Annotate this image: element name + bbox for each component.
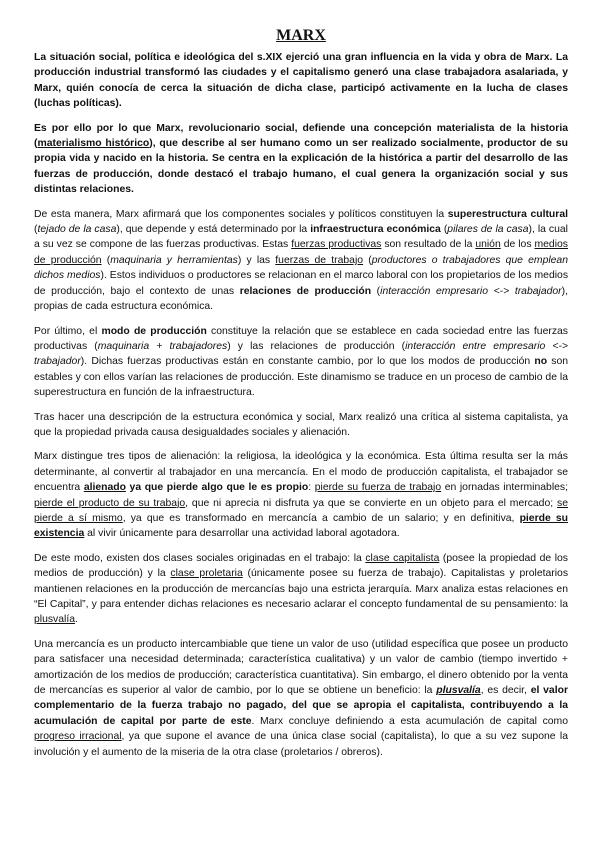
term-fuerzas-productivas: fuerzas productivas: [291, 239, 382, 251]
text-run: Marx distingue tres tipos de alienación: la religiosa, la ideológica y la económica. Esta última resulta ser la más determinante, al convertir al trabajador en una mercancía. En el modo de producción capitalista, el trabajador se encuentra: [34, 451, 568, 494]
aside-text: interacción empresario <-> trabajador: [380, 285, 562, 297]
aside-text: maquinaria + trabajadores: [97, 340, 228, 352]
text-run: Por último, el: [34, 325, 102, 337]
text-run: ), la cual a su vez se compone de las fuerzas productivas. Estas: [34, 224, 568, 251]
text-run: .: [75, 614, 78, 626]
aside-text: tejado de la casa: [37, 224, 117, 236]
term-clase-capitalista: clase capitalista: [365, 552, 440, 564]
term-union: unión: [475, 239, 501, 251]
term-infraestructura: infraestructura económica: [310, 224, 441, 236]
text-run: Es por ello por lo que Marx, revolucionario social, defiende una concepción materialista de la historia (: [34, 122, 568, 150]
text-run: son resultado de la: [381, 239, 476, 251]
aside-text: interacción entre empresario <-> trabajador: [34, 340, 568, 368]
term-se-pierde: se pierde a sí mismo: [34, 497, 568, 524]
emphasis-text: ya que pierde algo que le es propio: [125, 482, 309, 494]
text-run: , ya que supone el avance de una única clase social (capitalista), lo que a su vez supone la involución y el aumento de la miseria de la otra clase (proletarios / obreros).: [34, 731, 568, 758]
text-run: ) y las: [237, 254, 276, 266]
text-run: . Marx concluye definiendo a esta acumulación de capital como: [251, 715, 568, 727]
text-run: , es decir,: [480, 685, 531, 697]
term-modo-de-produccion: modo de producción: [101, 325, 207, 337]
definition-plusvalia: el valor complementario de la fuerza trabajo no pagado, del que se apropia el capitalista, contribuyendo a la acumulación de capital por parte de este: [34, 685, 568, 727]
paragraph-superstructure: [34, 207, 568, 315]
term-fuerza-de-trabajo: pierde su fuerza de trabajo: [314, 482, 442, 494]
text-run: ) y las relaciones de producción (: [227, 340, 406, 352]
text-run: ). Estos individuos o productores se relacionan en el marco laboral con los propietarios de los medios de producción, bajo el contexto de unas: [34, 270, 569, 297]
term-fuerzas-de-trabajo: fuerzas de trabajo: [275, 254, 364, 266]
text-run: en jornadas interminables;: [441, 482, 568, 494]
term-relaciones-de-produccion: relaciones de producción: [239, 285, 372, 297]
term-progreso-irracional: progreso irracional: [34, 731, 122, 743]
term-pierde-existencia: pierde su existencia: [34, 512, 569, 540]
term-medios-de-produccion: medios de producción: [34, 239, 568, 266]
text-run: ), que describe al ser humano como un ser realizado socialmente, productor de su propia vida y nacido en la historia. Se centra en la explicación de la histórica a partir del desarrollo de las fuerzas de producción, donde destacó el trabajo humano, el cual genera la organización social y sus distintas relaciones.: [34, 138, 569, 196]
term-clase-proletaria: clase proletaria: [170, 568, 243, 580]
term-materialismo-historico: materialismo histórico: [37, 138, 150, 150]
term-alienado: alienado: [83, 482, 126, 494]
paragraph-alienation: [34, 449, 568, 541]
page-title: MARX: [276, 27, 326, 44]
text-run: (posee la propiedad de los medios de producción) y la: [34, 552, 568, 580]
text-run: (únicamente posee su fuerza de trabajo). Capitalistas y proletarios mantienen relaciones en la producción de mercancías bajo una estricta jerarquía. Marx analiza estas relaciones en “El Capital”, y para entender dichas relaciones es necesario aclarar el concepto fundamental de su pensamiento: la: [34, 568, 569, 610]
text-run: (: [371, 285, 381, 297]
aside-text: maquinaria y herramientas: [110, 254, 238, 266]
text-run: ). Dichas fuerzas productivas están en constante cambio, por lo que los modos de producción: [80, 356, 535, 368]
text-run: , ya que es transformado en mercancía a cambio de un salario; y en definitiva,: [122, 512, 520, 524]
text-run: (: [363, 254, 372, 266]
text-run: De esta manera, Marx afirmará que los componentes sociales y políticos constituyen la: [34, 208, 448, 220]
paragraph-commodity: [34, 637, 568, 760]
text-run: ), que depende y está determinado por la: [116, 224, 311, 236]
term-superestructura: superestructura cultural: [447, 208, 568, 220]
text-run: ), propias de cada estructura económica.: [34, 285, 568, 313]
text-run: (: [101, 254, 111, 266]
term-producto-trabajo: pierde el producto de su trabajo: [34, 497, 186, 509]
paragraph-materialism: [34, 121, 568, 198]
text-run: (: [440, 224, 448, 236]
paragraph-social-classes: [34, 551, 568, 628]
term-plusvalia-emphasis: plusvalía: [436, 685, 481, 697]
text-run: constituye la relación que se establece en cada sociedad entre las fuerzas productivas (: [34, 325, 568, 352]
aside-text: productores o trabajadores que emplean dichos medios: [34, 254, 568, 282]
text-run: Una mercancía es un producto intercambiable que tiene un valor de uso (utilidad específica que posee un producto para satisfacer una necesidad determinada; característica cualitativa) y un valor de cambio (tiempo invertido + amortización de los medios de producción; característica cuantitativa). Sin embargo, el dinero obtenido por la venta de mercancías es superior al valor de cambio, por lo que se obtiene un beneficio: la: [34, 638, 568, 697]
emphasis-no: no: [534, 356, 548, 368]
text-run: (: [34, 224, 38, 236]
text-run: de los: [500, 239, 535, 251]
text-run: , que ni aprecia ni disfruta ya que se convierte en un objeto para el mercado;: [185, 497, 558, 509]
paragraph-mode-of-production: [34, 324, 568, 401]
term-plusvalia: plusvalía: [34, 614, 76, 626]
document-page: [34, 26, 568, 769]
text-run: :: [308, 482, 315, 494]
paragraph-critique: Tras hacer una descripción de la estructura económica y social, Marx realizó una crítica al sistema capitalista, ya que la propiedad privada causa desigualdades sociales y alienación.: [34, 411, 568, 438]
text-run: al vivir únicamente para desarrollar una actividad laboral agotadora.: [84, 528, 400, 540]
text-run: De este modo, existen dos clases sociales originadas en el trabajo: la: [34, 552, 366, 564]
paragraph-intro: La situación social, política e ideológica del s.XIX ejerció una gran influencia en la vida y obra de Marx. La producción industrial transformó las ciudades y el capitalismo generó una clase trabajadora asalariada, y Marx, quién conocía de cerca la situación de dicha clase, participó activamente en la lucha de clases (luchas políticas).: [34, 52, 568, 110]
aside-text: pilares de la casa: [447, 224, 529, 236]
text-run: son estables y con ellos varían las relaciones de producción. Este dinamismo se traduce en un proceso de cambio de la superestructura en función de la infraestructura.: [34, 356, 569, 399]
